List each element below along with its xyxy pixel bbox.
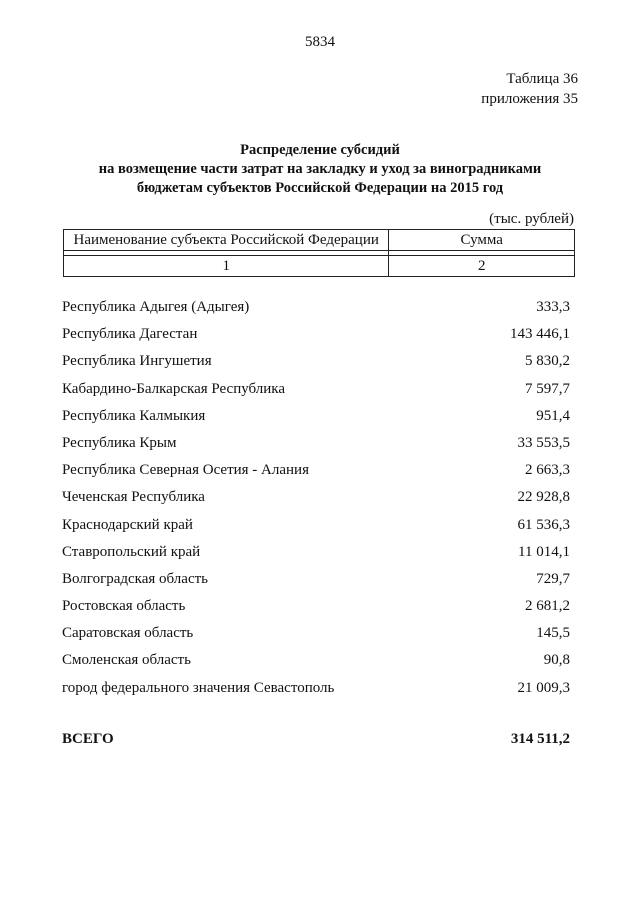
region-amount: 143 446,1 bbox=[510, 326, 570, 343]
table-ref-line-1: Таблица 36 bbox=[506, 71, 578, 87]
table-row bbox=[62, 296, 570, 323]
total-row bbox=[62, 731, 570, 748]
region-amount: 729,7 bbox=[536, 570, 570, 587]
region-amount: 22 928,8 bbox=[517, 489, 570, 506]
title-line-1: Распределение субсидий bbox=[240, 142, 400, 158]
table-row bbox=[62, 459, 570, 486]
region-name: Чеченская Республика bbox=[62, 489, 205, 506]
table-row bbox=[62, 568, 570, 595]
table-row bbox=[62, 595, 570, 622]
region-name: город федерального значения Севастополь bbox=[62, 679, 335, 696]
column-header-name: Наименование субъекта Российской Федерации bbox=[64, 230, 389, 251]
region-name: Волгоградская область bbox=[62, 570, 208, 587]
units-label: (тыс. рублей) bbox=[489, 211, 574, 227]
region-amount: 2 663,3 bbox=[525, 462, 570, 479]
column-header-amount: Сумма bbox=[389, 230, 575, 251]
region-amount: 61 536,3 bbox=[517, 516, 570, 533]
table-body bbox=[62, 296, 570, 704]
region-name: Краснодарский край bbox=[62, 516, 193, 533]
region-amount: 21 009,3 bbox=[517, 679, 570, 696]
table-row bbox=[62, 378, 570, 405]
region-name: Республика Калмыкия bbox=[62, 407, 206, 424]
document-title bbox=[0, 141, 640, 198]
region-name: Ставропольский край bbox=[62, 543, 201, 560]
table-reference bbox=[481, 69, 578, 109]
region-name: Республика Дагестан bbox=[62, 326, 198, 343]
title-line-3: бюджетам субъектов Российской Федерации на 2015 год bbox=[136, 180, 504, 196]
region-name: Саратовская область bbox=[62, 625, 194, 642]
total-label: ВСЕГО bbox=[62, 731, 114, 747]
region-amount: 5 830,2 bbox=[525, 353, 570, 370]
column-number-2: 2 bbox=[389, 256, 575, 277]
region-amount: 11 014,1 bbox=[518, 543, 570, 560]
region-amount: 33 553,5 bbox=[517, 434, 570, 451]
table-row bbox=[62, 486, 570, 513]
table-row bbox=[62, 432, 570, 459]
region-amount: 951,4 bbox=[536, 407, 570, 424]
region-amount: 90,8 bbox=[543, 652, 570, 669]
table-row bbox=[62, 649, 570, 676]
table-row bbox=[62, 323, 570, 350]
region-name: Республика Крым bbox=[62, 434, 177, 451]
region-amount: 333,3 bbox=[536, 299, 570, 315]
region-amount: 2 681,2 bbox=[525, 598, 570, 615]
region-amount: 145,5 bbox=[536, 625, 570, 642]
page-number: 5834 bbox=[305, 34, 335, 50]
table-ref-line-2: приложения 35 bbox=[481, 91, 578, 107]
table-row bbox=[62, 677, 570, 704]
region-name: Республика Северная Осетия - Алания bbox=[62, 462, 309, 479]
table-row bbox=[62, 405, 570, 432]
table-row bbox=[62, 541, 570, 568]
table-header bbox=[63, 229, 575, 277]
region-name: Смоленская область bbox=[62, 652, 191, 669]
table-row bbox=[62, 622, 570, 649]
title-line-2: на возмещение части затрат на закладку и уход за виноградниками bbox=[98, 161, 542, 177]
region-name: Кабардино-Балкарская Республика bbox=[62, 380, 286, 397]
total-amount: 314 511,2 bbox=[510, 731, 570, 747]
table-row bbox=[62, 514, 570, 541]
region-name: Ростовская область bbox=[62, 598, 186, 615]
column-number-1: 1 bbox=[64, 256, 389, 277]
region-name: Республика Адыгея (Адыгея) bbox=[62, 299, 250, 315]
table-row bbox=[62, 350, 570, 377]
region-amount: 7 597,7 bbox=[525, 380, 570, 397]
region-name: Республика Ингушетия bbox=[62, 353, 212, 370]
